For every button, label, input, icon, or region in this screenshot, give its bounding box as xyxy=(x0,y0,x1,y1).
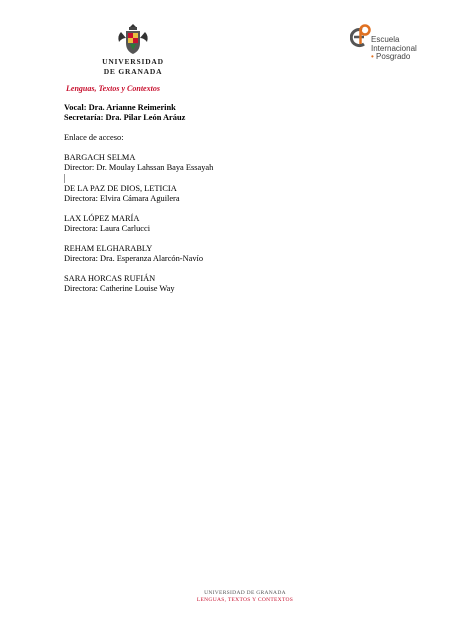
student-name: DE LA PAZ DE DIOS, LETICIA xyxy=(64,184,177,193)
eip-line2: Internacional xyxy=(371,43,417,53)
footer-line2: LENGUAS, TEXTOS Y CONTEXTOS xyxy=(196,596,294,603)
student-name: SARA HORCAS RUFIÁN xyxy=(64,274,156,283)
eip-mark-icon xyxy=(350,24,372,48)
university-name-line2: DE GRANADA xyxy=(103,67,163,76)
university-logo xyxy=(98,22,168,76)
student-entry xyxy=(64,244,404,264)
student-entry xyxy=(64,274,404,294)
student-director: Directora: Laura Carlucci xyxy=(64,224,151,233)
access-link-label: Enlace de acceso: xyxy=(64,133,124,142)
student-director: Directora: Dra. Esperanza Alarcón-Navío xyxy=(64,254,204,263)
eip-dot-icon: • xyxy=(371,52,374,61)
secretaria-line: Secretaría: Dra. Pilar León Aráuz xyxy=(64,113,186,122)
eip-line3: Posgrado xyxy=(376,52,411,61)
program-title: Lenguas, Textos y Contextos xyxy=(66,84,160,93)
eip-line1: Escuela xyxy=(371,35,400,44)
eip-logo xyxy=(350,24,440,64)
footer-line1: UNIVERSIDAD DE GRANADA xyxy=(204,590,286,596)
crest-icon xyxy=(113,22,153,56)
document-body xyxy=(64,103,404,294)
student-entry xyxy=(64,184,404,204)
vocal-line: Vocal: Dra. Arianne Reimerink xyxy=(64,103,176,112)
university-name-line1: UNIVERSIDAD xyxy=(102,57,164,66)
student-entry xyxy=(64,153,404,173)
page-footer xyxy=(0,590,450,603)
student-name: BARGACH SELMA xyxy=(64,153,136,162)
student-director: Directora: Catherine Louise Way xyxy=(64,284,175,293)
student-director: Director: Dr. Moulay Lahssan Baya Essayah xyxy=(64,163,214,172)
text-cursor xyxy=(64,174,65,183)
student-director: Directora: Elvira Cámara Aguilera xyxy=(64,194,180,203)
eip-text xyxy=(371,36,417,62)
student-name: REHAM ELGHARABLY xyxy=(64,244,153,253)
student-entry xyxy=(64,214,404,234)
student-name: LAX LÓPEZ MARÍA xyxy=(64,214,140,223)
